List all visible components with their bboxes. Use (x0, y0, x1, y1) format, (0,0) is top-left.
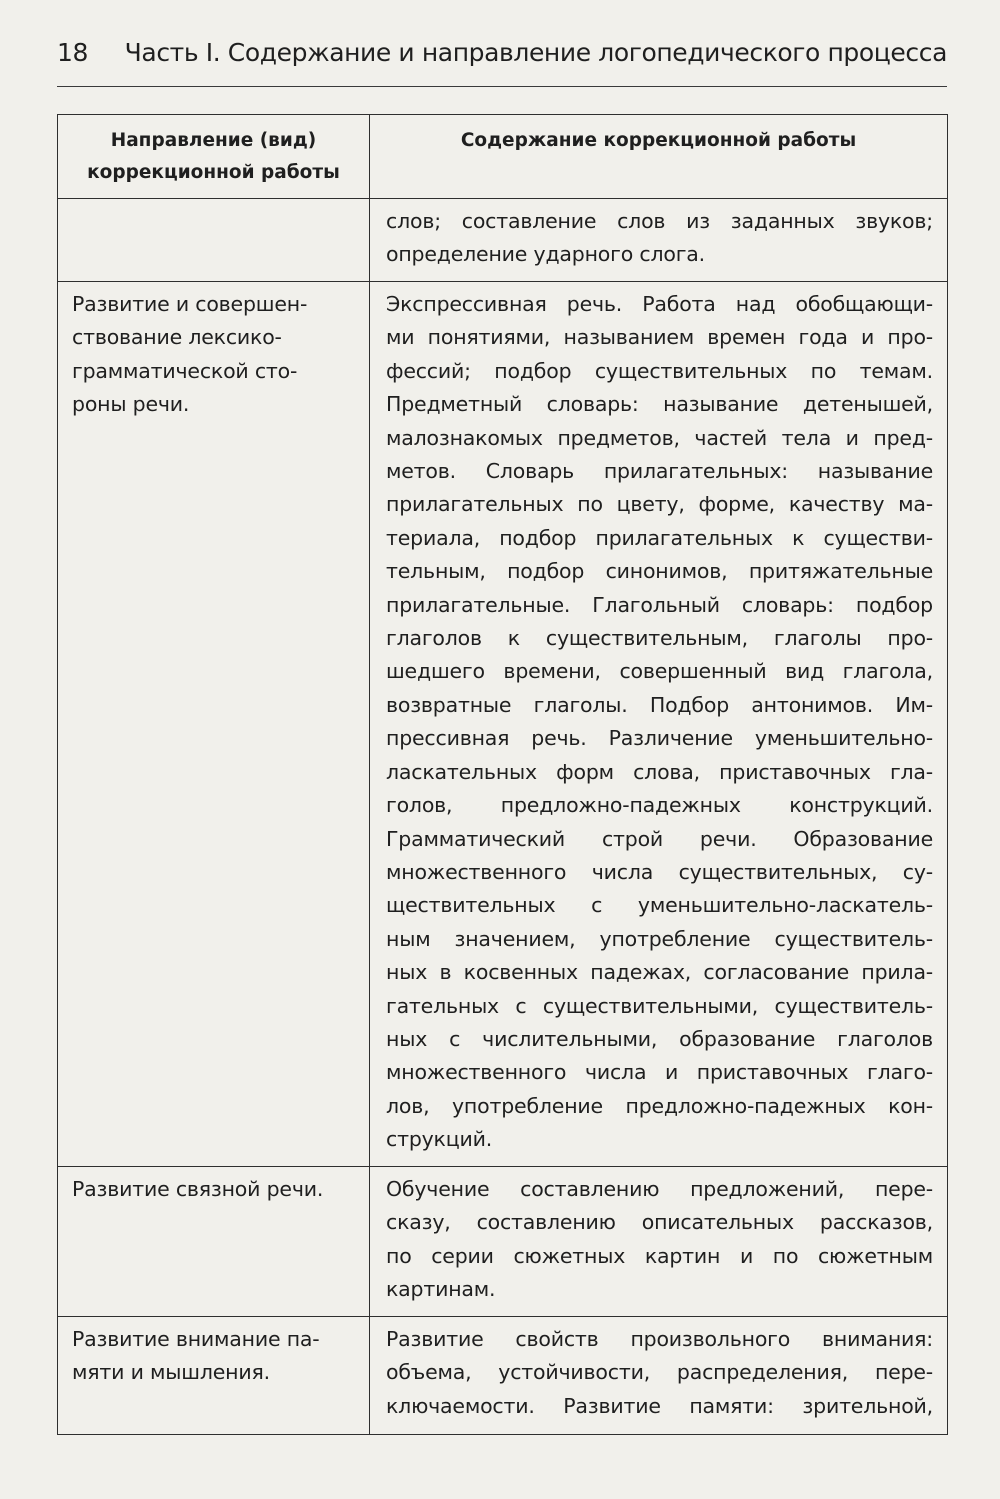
content-line: голов, предложно-падежных конструкций. (386, 793, 933, 818)
content-line: тельным, подбор синонимов, притяжательные (386, 559, 933, 584)
direction-line: мяти и мышления. (72, 1360, 270, 1385)
content-line: ключаемости. Развитие памяти: зрительной, (386, 1393, 933, 1418)
content-line: Развитие свойств произвольного внимания: (386, 1327, 933, 1351)
content-line: Обучение составлению предложений, пере- (386, 1177, 933, 1201)
page-header (57, 38, 947, 78)
content-line: Экспрессивная речь. Работа над обобщающи- (386, 292, 933, 316)
content-line: метов. Словарь прилагательных: называние (386, 459, 933, 484)
content-line: глаголов к существительным, глаголы про- (386, 626, 933, 651)
direction-cell (58, 1317, 370, 1435)
correction-work-table (57, 114, 948, 1435)
content-line: ласкательных форм слова, приставочных гла- (386, 759, 933, 784)
content-line: прессивная речь. Различение уменьшительно- (386, 726, 933, 751)
direction-line: Развитие связной речи. (72, 1177, 324, 1201)
header-rule (57, 86, 947, 87)
content-line: слов; составление слов из заданных звуков; (386, 209, 933, 233)
content-line: гательных с существительными, существитель- (386, 993, 933, 1018)
content-line: ществительных с уменьшительно-ласкатель- (386, 893, 933, 918)
content-line: по серии сюжетных картин и по сюжетным (386, 1243, 933, 1268)
direction-cell (58, 1167, 370, 1317)
content-line: ми понятиями, называнием времен года и про- (386, 325, 933, 350)
direction-line: роны речи. (72, 392, 190, 417)
content-line: фессий; подбор существительных по темам. (386, 358, 933, 383)
column-header-direction: Направление (вид) коррекционной работы (58, 115, 370, 199)
direction-line: Развитие внимание па- (72, 1327, 320, 1351)
content-line: определение ударного слога. (386, 242, 705, 267)
content-cell (370, 1167, 948, 1317)
direction-line: ствование лексико- (72, 325, 282, 350)
direction-line: Развитие и совершен- (72, 292, 308, 316)
content-line: возвратные глаголы. Подбор антонимов. Им- (386, 692, 933, 717)
page-number: 18 (57, 38, 89, 67)
table-row (58, 282, 948, 1167)
table-row (58, 1167, 948, 1317)
content-line: ных в косвенных падежах, согласование прила- (386, 960, 933, 985)
content-line: множественного числа и приставочных глаго- (386, 1060, 933, 1085)
content-line: Предметный словарь: называние детенышей, (386, 392, 933, 417)
table-row (58, 199, 948, 282)
content-line: малознакомых предметов, частей тела и пред- (386, 425, 933, 450)
content-cell (370, 282, 948, 1167)
direction-line: грамматической сто- (72, 358, 298, 383)
content-line: прилагательных по цвету, форме, качеству ма- (386, 492, 933, 517)
running-title: Часть I. Содержание и направление логопедического процесса (124, 38, 947, 67)
direction-cell (58, 282, 370, 1167)
content-line: лов, употребление предложно-падежных кон- (386, 1093, 933, 1118)
content-cell (370, 1317, 948, 1435)
content-line: Грамматический строй речи. Образование (386, 826, 933, 851)
content-line: териала, подбор прилагательных к существи- (386, 525, 933, 550)
content-cell (370, 199, 948, 282)
content-line: картинам. (386, 1277, 496, 1302)
content-line: струкций. (386, 1127, 493, 1152)
content-line: ных с числительными, образование глаголов (386, 1026, 933, 1051)
direction-cell (58, 199, 370, 282)
content-line: множественного числа существительных, су- (386, 859, 933, 884)
table-row (58, 1317, 948, 1435)
content-line: прилагательные. Глагольный словарь: подбор (386, 592, 933, 617)
content-line: шедшего времени, совершенный вид глагола, (386, 659, 933, 684)
content-line: сказу, составлению описательных рассказов, (386, 1210, 933, 1235)
content-line: ным значением, употребление существитель- (386, 926, 933, 951)
content-line: объема, устойчивости, распределения, пере- (386, 1360, 933, 1385)
column-header-content: Содержание коррекционной работы (370, 115, 948, 199)
table-header-row (58, 115, 948, 199)
